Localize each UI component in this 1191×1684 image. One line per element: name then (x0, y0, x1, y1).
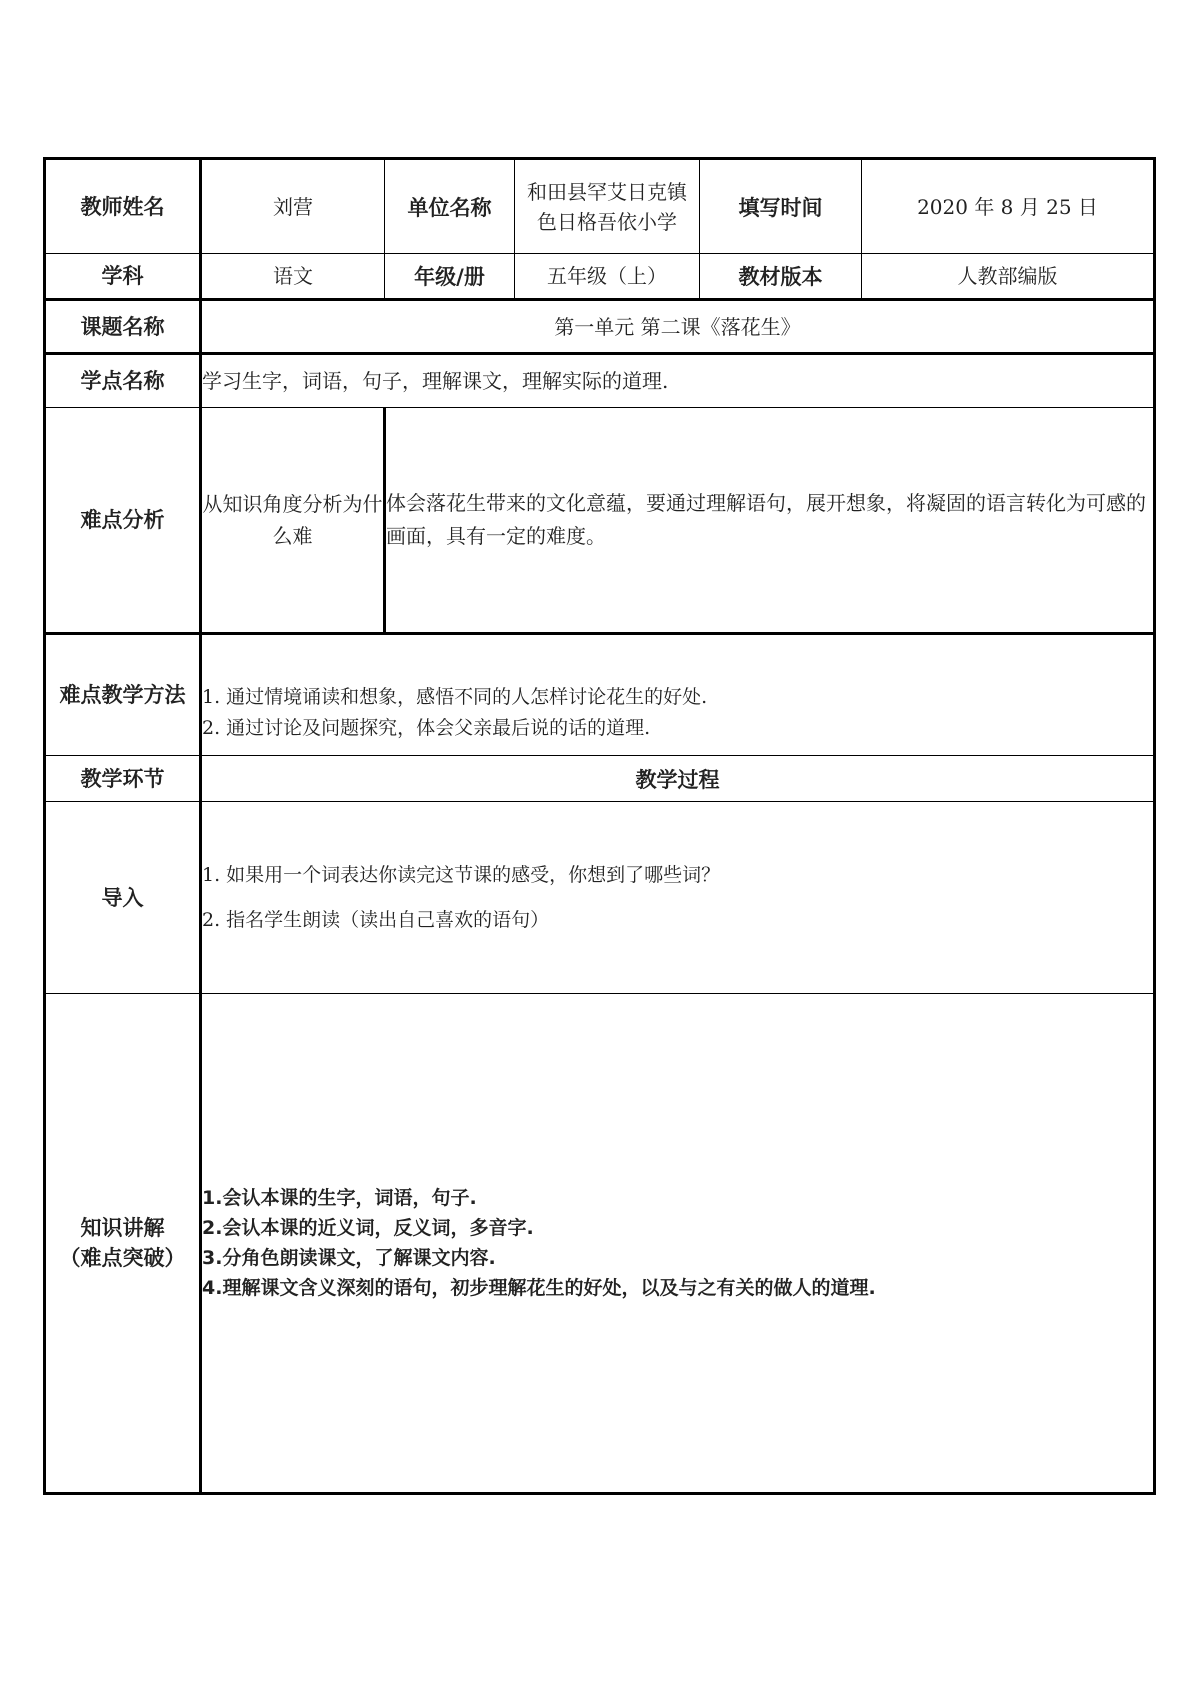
knowledge-line-3: 3.分角色朗读课文，了解课文内容. (202, 1247, 496, 1269)
subject-label: 学科 (45, 254, 201, 300)
subject-value: 语文 (201, 254, 385, 300)
analysis-value: 体会落花生带来的文化意蕴，要通过理解语句，展开想象，将凝固的语言转化为可感的画面，具有一定的难度。 (385, 408, 1155, 634)
method-line-1: 1. 通过情境诵读和想象，感悟不同的人怎样讨论花生的好处. (202, 686, 708, 708)
analysis-sub-label: 从知识角度分析为什么难 (201, 408, 385, 634)
method-row (45, 634, 1155, 756)
lesson-plan-table (43, 157, 1156, 1495)
point-label: 学点名称 (45, 354, 201, 408)
grade-value: 五年级（上） (515, 254, 700, 300)
knowledge-label-cell (45, 994, 201, 1494)
teacher-label: 教师姓名 (45, 159, 201, 254)
knowledge-line-2: 2.会认本课的近义词，反义词，多音字. (202, 1217, 534, 1239)
intro-row (45, 802, 1155, 994)
knowledge-label-line-1: 知识讲解 (80, 1216, 165, 1240)
date-label: 填写时间 (700, 159, 862, 254)
point-value: 学习生字，词语，句子，理解课文，理解实际的道理. (201, 354, 1155, 408)
date-value: 2020 年 8 月 25 日 (862, 159, 1155, 254)
topic-label: 课题名称 (45, 300, 201, 354)
knowledge-row (45, 994, 1155, 1494)
analysis-row (45, 408, 1155, 634)
intro-line-1: 1. 如果用一个词表达你读完这节课的感受，你想到了哪些词？ (202, 863, 721, 886)
info-row (45, 254, 1155, 300)
method-line-2: 2. 通过讨论及问题探究，体会父亲最后说的话的道理. (202, 717, 651, 739)
stage-label: 教学环节 (45, 756, 201, 802)
edition-label: 教材版本 (700, 254, 862, 300)
lesson-plan-form (43, 157, 1153, 1495)
topic-row (45, 300, 1155, 354)
intro-label: 导入 (45, 802, 201, 994)
knowledge-line-4: 4.理解课文含义深刻的语句，初步理解花生的好处，以及与之有关的做人的道理. (202, 1277, 876, 1299)
unit-label: 单位名称 (385, 159, 515, 254)
method-label: 难点教学方法 (45, 634, 201, 756)
point-row (45, 354, 1155, 408)
header-row (45, 159, 1155, 254)
intro-line-2: 2. 指名学生朗读（读出自己喜欢的语句） (202, 908, 550, 931)
knowledge-label-line-2: （难点突破） (59, 1246, 186, 1270)
unit-value: 和田县罕艾日克镇色日格吾依小学 (527, 179, 687, 234)
unit-cell (515, 159, 700, 254)
knowledge-cell (201, 994, 1155, 1494)
knowledge-line-1: 1.会认本课的生字，词语，句子. (202, 1187, 477, 1209)
teacher-value: 刘营 (201, 159, 385, 254)
topic-value: 第一单元 第二课《落花生》 (201, 300, 1155, 354)
process-label: 教学过程 (201, 756, 1155, 802)
edition-value: 人教部编版 (862, 254, 1155, 300)
analysis-label: 难点分析 (45, 408, 201, 634)
grade-label: 年级/册 (385, 254, 515, 300)
intro-cell (201, 802, 1155, 994)
process-header-row (45, 756, 1155, 802)
method-cell (201, 634, 1155, 756)
